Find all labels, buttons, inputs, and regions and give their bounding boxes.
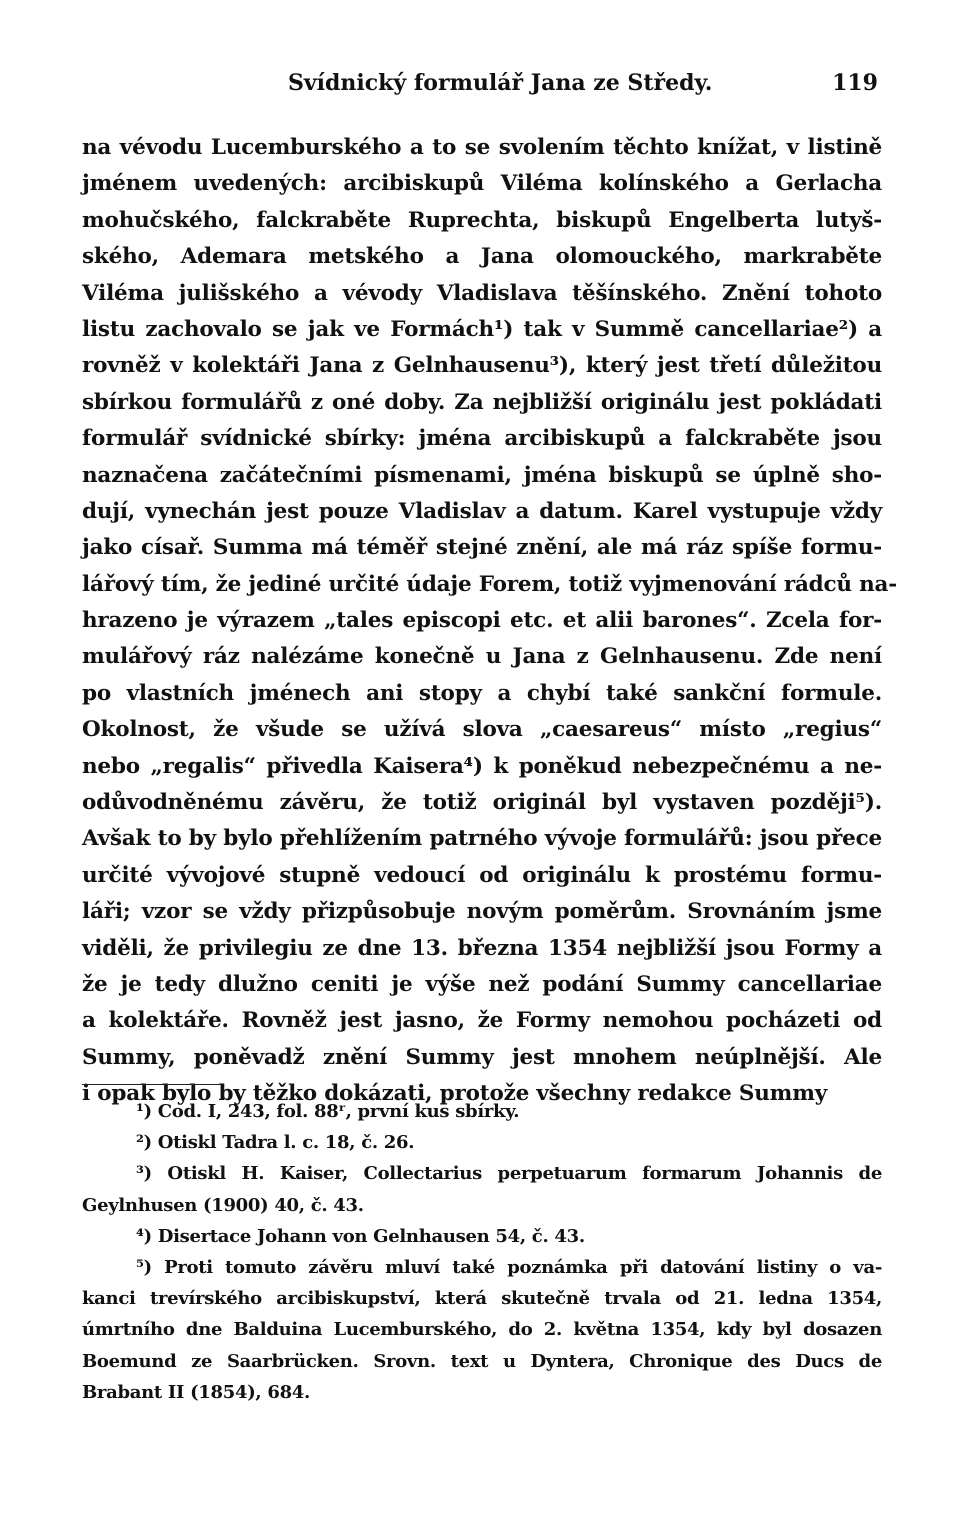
text-line: jako císař. Summa má téměř stejné znění, ale má ráz spíše formu-	[82, 535, 882, 561]
text-line: Viléma julišského a vévody Vladislava těšínského. Znění tohoto	[82, 280, 882, 306]
body-text	[82, 130, 898, 1113]
footnote-line: ³) Otiskl H. Kaiser, Collectarius perpetuarum formarum Johannis de	[136, 1163, 882, 1185]
text-line: a kolektáře. Rovněž jest jasno, že Formy nemohou pocházeti od	[82, 1008, 882, 1034]
text-line: že je tedy dlužno ceniti je výše než podání Summy cancellariae	[82, 971, 882, 997]
text-line: rovněž v kolektáři Jana z Gelnhausenu³), který jest třetí důležitou	[82, 353, 882, 379]
footnote-line: úmrtního dne Balduina Lucemburského, do 2. května 1354, kdy byl dosazen	[82, 1319, 882, 1341]
text-line: mohučského, falckraběte Ruprechta, biskupů Engelberta lutyš-	[82, 207, 882, 233]
footnote-line: ²) Otiskl Tadra l. c. 18, č. 26.	[136, 1132, 415, 1154]
footnote-line: Brabant II (1854), 684.	[82, 1381, 310, 1403]
text-line: hrazeno je výrazem „tales episcopi etc. et alii barones“. Zcela for-	[82, 608, 882, 634]
running-title: Svídnický formulář Jana ze Středy.	[288, 70, 713, 96]
text-line: odůvodněnému závěru, že totiž originál byl vystaven později⁵).	[82, 790, 882, 816]
running-head	[288, 66, 880, 100]
text-line: naznačena začátečními písmenami, jména biskupů se úplně sho-	[82, 462, 882, 488]
text-line: Avšak to by bylo přehlížením patrného vývoje formulářů: jsou přece	[82, 826, 882, 852]
text-line: listu zachovalo se jak ve Formách¹) tak v Summě cancellariae²) a	[82, 316, 882, 342]
text-line: mulářový ráz nalézáme konečně u Jana z Gelnhausenu. Zde není	[82, 644, 882, 670]
text-line: jménem uvedených: arcibiskupů Viléma kolínského a Gerlacha	[82, 171, 882, 197]
text-line: formulář svídnické sbírky: jména arcibiskupů a falckraběte jsou	[82, 426, 882, 452]
text-line: ského, Ademara metského a Jana olomouckého, markraběte	[82, 244, 882, 270]
text-line: Okolnost, že všude se užívá slova „caesareus“ místo „regius“	[82, 717, 882, 743]
footnote-line: Geylnhusen (1900) 40, č. 43.	[82, 1194, 364, 1216]
text-line: dují, vynechán jest pouze Vladislav a datum. Karel vystupuje vždy	[82, 498, 882, 524]
text-line: i opak bylo by těžko dokázati, protože všechny redakce Summy	[82, 1081, 828, 1107]
footnote-line: ⁴) Disertace Johann von Gelnhausen 54, č. 43.	[136, 1225, 585, 1247]
text-line: láři; vzor se vždy přizpůsobuje novým poměrům. Srovnáním jsme	[82, 899, 882, 925]
text-line: sbírkou formulářů z oné doby. Za nejbližší originálu jest pokládati	[82, 389, 882, 415]
text-line: Summy, poněvadž znění Summy jest mnohem neúplnější. Ale	[82, 1044, 882, 1070]
footnote-line: Boemund ze Saarbrücken. Srovn. text u Dyntera, Chronique des Ducs de	[82, 1350, 882, 1372]
footnotes	[82, 1096, 882, 1408]
footnote-line: ⁵) Proti tomuto závěru mluví také poznámka při datování listiny o va-	[136, 1256, 882, 1278]
footnote-separator	[82, 1084, 220, 1085]
footnote-line: ¹) Cod. I, 243, fol. 88ʳ, první kus sbírky.	[136, 1101, 520, 1122]
text-line: nebo „regalis“ přivedla Kaisera⁴) k poněkud nebezpečnému a ne-	[82, 753, 882, 779]
text-line: lářový tím, že jediné určité údaje Forem, totiž vyjmenování rádců na-	[82, 571, 898, 597]
text-line: po vlastních jménech ani stopy a chybí také sankční formule.	[82, 680, 882, 706]
page-number: 119	[832, 70, 878, 96]
text-line: viděli, že privilegiu ze dne 13. března 1354 nejbližší jsou Formy a	[82, 935, 882, 961]
text-line: na vévodu Lucemburského a to se svolením těchto knížat, v listině	[82, 135, 882, 160]
footnote-line: kanci trevírského arcibiskupství, která skutečně trvala od 21. ledna 1354,	[82, 1288, 882, 1310]
text-line: určité vývojové stupně vedoucí od originálu k prostému formu-	[82, 862, 882, 888]
